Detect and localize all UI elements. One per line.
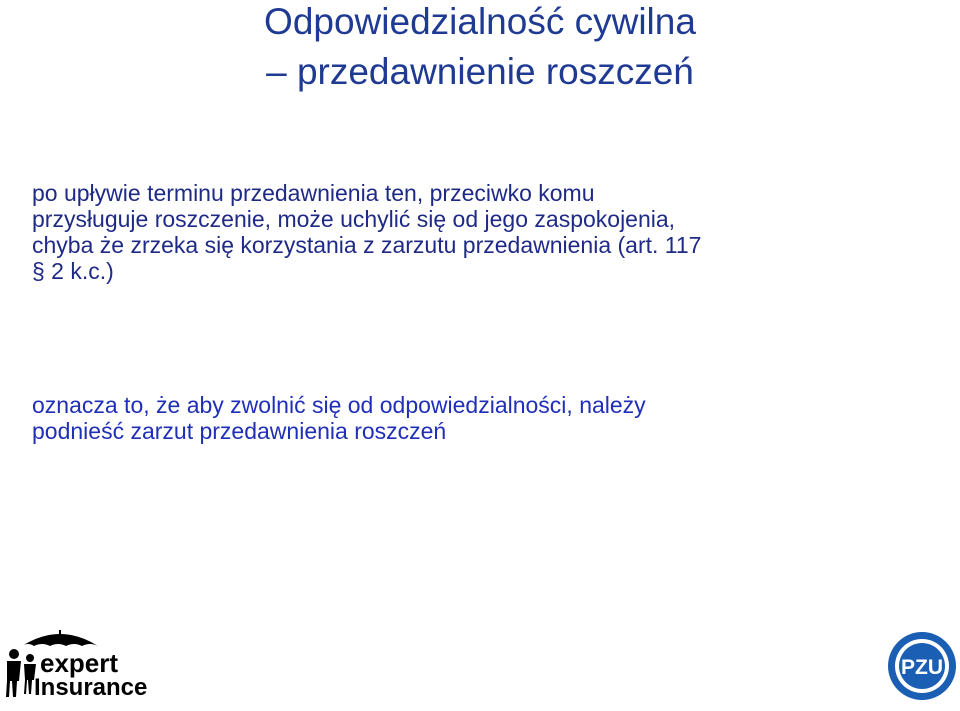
- expert-insurance-logo: [0, 628, 150, 698]
- pzu-logo: [886, 630, 958, 702]
- paragraph-line: po upływie terminu przedawnienia ten, przeciwko komu: [32, 180, 595, 206]
- paragraph-line: podnieść zarzut przedawnienia roszczeń: [32, 418, 447, 444]
- slide-title-line2: – przedawnienie roszczeń: [266, 51, 694, 92]
- paragraph-line: oznacza to, że aby zwolnić się od odpowiedzialności, należy: [32, 392, 646, 418]
- pzu-circle-logo: [888, 632, 956, 700]
- paragraph-line: § 2 k.c.): [32, 258, 114, 284]
- slide-title-line1: Odpowiedzialność cywilna: [264, 1, 696, 42]
- expert-insurance-wordmark: [34, 648, 147, 698]
- paragraph-line: chyba że zrzeka się korzystania z zarzutu przedawnienia (art. 117: [32, 232, 702, 258]
- pzu-logo-text: PZU: [901, 656, 943, 679]
- paragraph-line: przysługuje roszczenie, może uchylić się od jego zaspokojenia,: [32, 206, 676, 232]
- logo-expert-text: expert: [40, 648, 119, 678]
- logo-insurance-text: Insurance: [34, 674, 148, 698]
- paragraph-conclusion: [32, 392, 932, 444]
- paragraph-limitation-rule: [32, 180, 932, 284]
